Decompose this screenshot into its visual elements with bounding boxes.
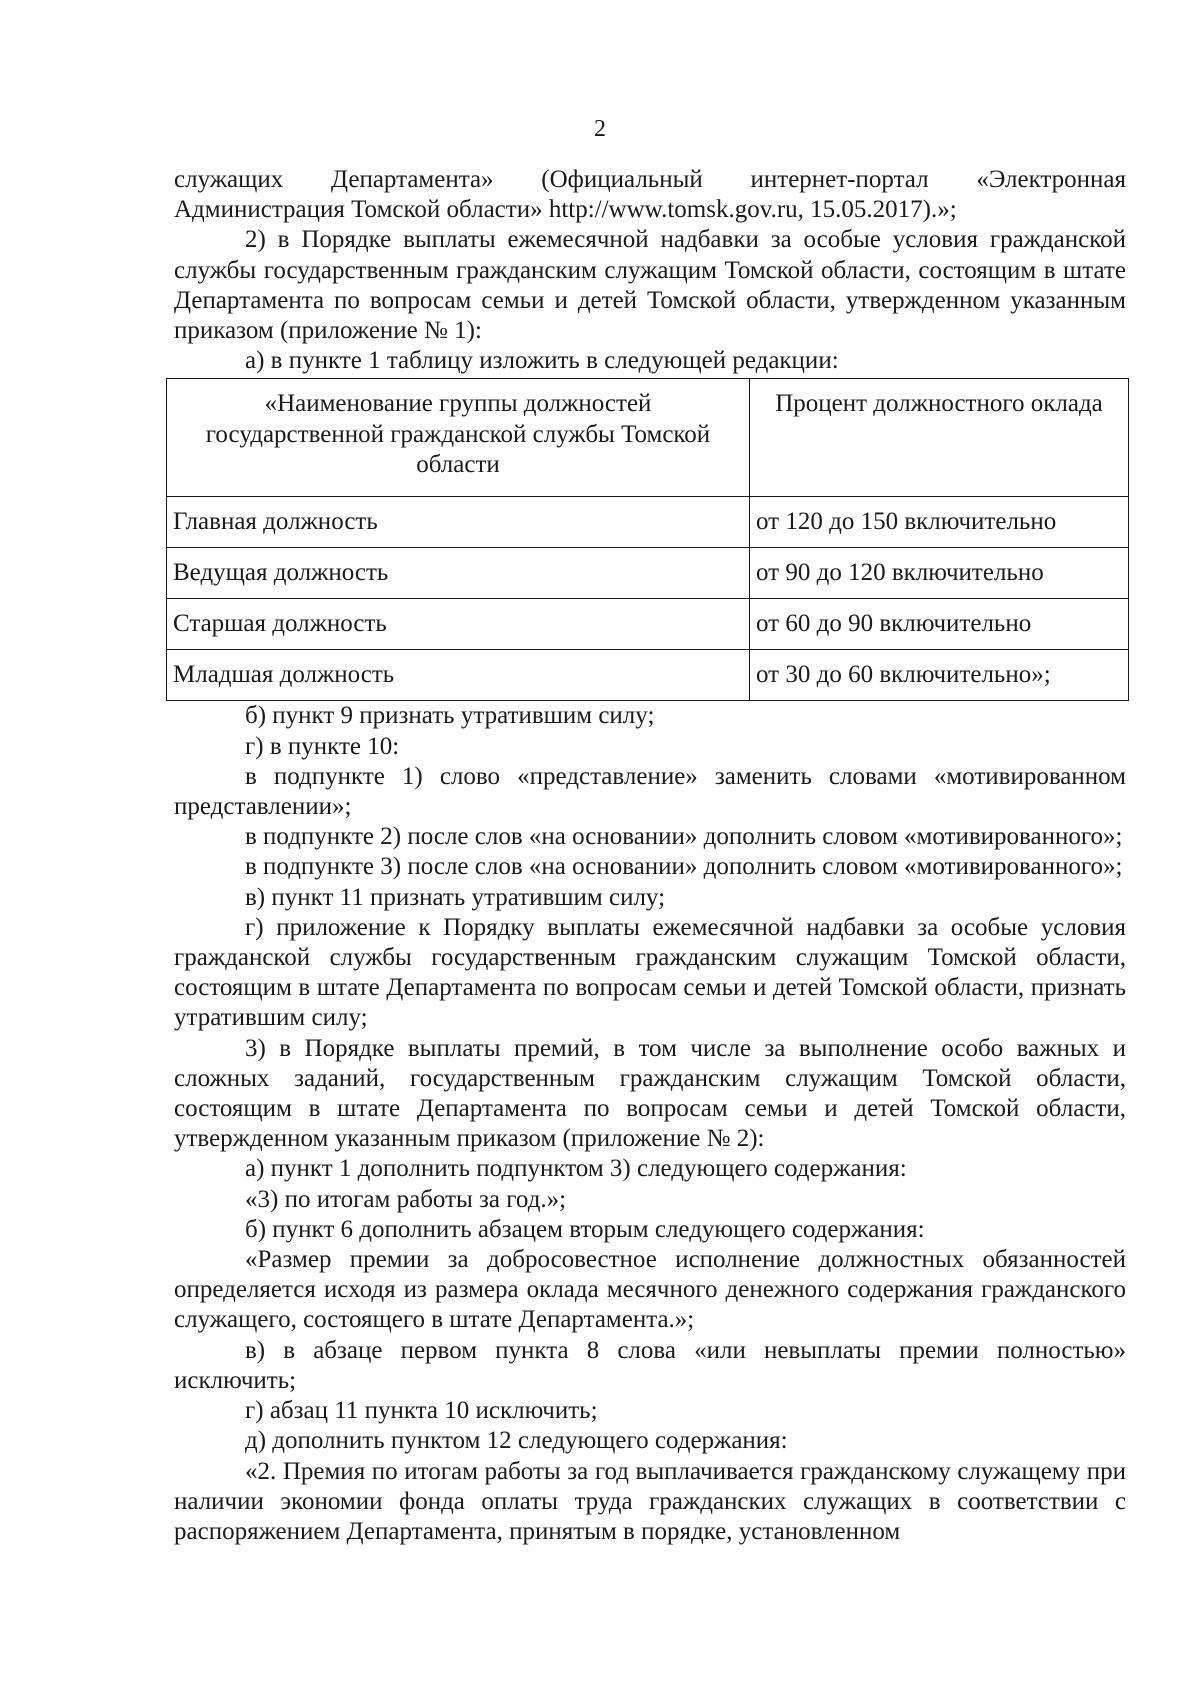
paragraph: а) в пункте 1 таблицу изложить в следующей редакции: (245, 347, 839, 375)
table-cell-position: Главная должность (167, 497, 750, 548)
table-cell-position: Младшая должность (167, 650, 750, 701)
position-percent-table-wrapper (166, 378, 1129, 701)
position-percent-table (166, 378, 1129, 701)
table-header-cell: Процент должностного оклада (750, 379, 1129, 497)
paragraph: в) пункт 11 признать утратившим силу; (245, 883, 666, 911)
page-number: 2 (594, 116, 606, 142)
paragraph: г) абзац 11 пункта 10 исключить; (245, 1397, 598, 1425)
paragraph: б) пункт 6 дополнить абзацем вторым следующего содержания: (245, 1215, 925, 1243)
table-cell-percent: от 90 до 120 включительно (750, 548, 1129, 599)
table-cell-percent: от 120 до 150 включительно (750, 497, 1129, 548)
paragraph: 2) в Порядке выплаты ежемесячной надбавки за особые условия гражданской службы государственным гражданским служащим Томской области, состоящим в штате Департамента по вопросам семьи и детей Томской области, утвержденном указанным приказом (приложение № 1): (174, 226, 1126, 345)
table-header-cell: «Наименование группы должностей государственной гражданской службы Томской области (167, 379, 750, 497)
table-row (167, 548, 1129, 599)
paragraph: служащих Департамента» (Официальный интернет-портал «Электронная Администрация Томской области» http://www.tomsk.gov.ru, 15.05.2017).»; (174, 166, 1126, 224)
document-body (174, 165, 1126, 1547)
paragraph: г) приложение к Порядку выплаты ежемесячной надбавки за особые условия гражданской службы государственным гражданским служащим Томской области, состоящим в штате Департамента по вопросам семьи и детей Томской области, признать утратившим силу; (174, 913, 1126, 1032)
paragraph: г) в пункте 10: (245, 732, 400, 760)
paragraph: 3) в Порядке выплаты премий, в том числе за выполнение особо важных и сложных заданий, государственным гражданским служащим Томской области, состоящим в штате Департамента по вопросам семьи и детей Томской области, утвержденном указанным приказом (приложение № 2): (174, 1034, 1126, 1153)
paragraph: в подпункте 2) после слов «на основании» дополнить словом «мотивированного»; (245, 823, 1123, 851)
paragraph: д) дополнить пунктом 12 следующего содержания: (245, 1427, 788, 1455)
paragraph: «3) по итогам работы за год.»; (245, 1185, 567, 1213)
table-header-row (167, 379, 1129, 497)
table-row (167, 599, 1129, 650)
paragraph: в) в абзаце первом пункта 8 слова «или невыплаты премии полностью» исключить; (174, 1336, 1126, 1394)
table-row (167, 650, 1129, 701)
paragraph: а) пункт 1 дополнить подпунктом 3) следующего содержания: (245, 1155, 907, 1183)
table-row (167, 497, 1129, 548)
paragraph: в подпункте 3) после слов «на основании» дополнить словом «мотивированного»; (245, 853, 1123, 881)
table-cell-position: Ведущая должность (167, 548, 750, 599)
table-cell-position: Старшая должность (167, 599, 750, 650)
table-cell-percent: от 30 до 60 включительно»; (750, 650, 1129, 701)
paragraph: б) пункт 9 признать утратившим силу; (245, 702, 655, 730)
paragraph: «Размер премии за добросовестное исполнение должностных обязанностей определяется исходя из размера оклада месячного денежного содержания гражданского служащего, состоящего в штате Департамента.»; (174, 1246, 1126, 1334)
paragraph: «2. Премия по итогам работы за год выплачивается гражданскому служащему при наличии экономии фонда оплаты труда гражданских служащих в соответствии с распоряжением Департамента, принятым в порядке, установленном (174, 1457, 1126, 1545)
table-cell-percent: от 60 до 90 включительно (750, 599, 1129, 650)
paragraph: в подпункте 1) слово «представление» заменить словами «мотивированном представлении»; (174, 762, 1126, 821)
